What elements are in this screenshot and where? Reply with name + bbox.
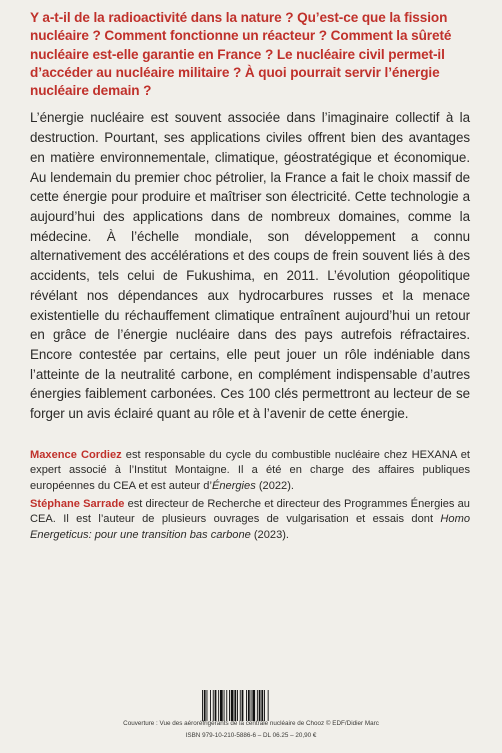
- barcode-bar: [248, 690, 250, 721]
- barcode-bar: [210, 690, 211, 721]
- barcode-bar: [242, 690, 244, 721]
- barcode-bar: [215, 690, 217, 721]
- barcode-bar: [268, 690, 269, 721]
- author-bio-sarrade: [30, 497, 470, 544]
- barcode-bar: [257, 690, 258, 721]
- isbn-price-line: ISBN 979-10-210-5886-6 – DL 06.25 – 20,90 €: [185, 732, 317, 739]
- summary-paragraph: L’énergie nucléaire est souvent associée dans l’imaginaire collectif à la destruction. Pourtant, ses applications civiles offrent bien des avantages en matière environnementale, climatique, géostratégique et économique. Au lendemain du premier choc pétrolier, la France a fait le choix massif de cette énergie pour produire et maîtriser son électricité. Cette technologie a aujourd’hui des applications dans de nombreux domaines, comme la médecine. À l’échelle mondiale, son développement a connu alternativement des accélérations et des coups de frein souvent liés à des accidents, tels celui de Fukushima, en 2011. L’évolution géopolitique révélant nos dépendances aux hydrocarbures russes et la menace existentielle du réchauffement climatique entraînent aujourd’hui un retour en grâce de l’énergie nucléaire dans des pays autrefois réfractaires. Encore contestée par certains, elle peut jouer un rôle indéniable dans l’atteinte de la neutralité carbone, en complément indispensable d’autres énergies faiblement carbonées. Ces 100 clés permettront au lecteur de se forger un avis éclairé quant au rôle et à l’avenir de cette énergie.: [30, 110, 470, 422]
- author-name: Stéphane Sarrade: [30, 497, 125, 510]
- barcode-bar: [231, 690, 234, 721]
- barcode-bar: [261, 690, 263, 721]
- barcode-bar: [207, 690, 208, 721]
- barcode-bar: [202, 690, 203, 721]
- barcode-bar: [252, 690, 255, 721]
- barcode-bar: [218, 690, 219, 721]
- author-bio-text: (2022).: [255, 479, 294, 492]
- barcode-bar: [224, 690, 225, 721]
- author-bio-text: est directeur de Recherche et directeur des Programmes Énergies au CEA. Il est l’auteur de plusieurs ouvrages de vulgarisation et essais dont: [30, 497, 470, 526]
- barcode-bar: [226, 690, 227, 721]
- author-bio-text: est responsable du cycle du combustible nucléaire chez HEXANA et expert associé à l’Institut Montaigne. Il a été en charge des affaires publiques européennes du CEA et est auteur d’: [30, 448, 470, 492]
- barcode-bar: [259, 690, 261, 721]
- barcode-bar: [251, 690, 252, 721]
- book-title: Énergies: [211, 479, 256, 492]
- barcode-bar: [246, 690, 247, 721]
- barcode-bar: [264, 690, 265, 721]
- cover-credit: Couverture : Vue des aéroréfrigérants de la centrale nucléaire de Chooz © EDF/Didier Marc: [123, 720, 379, 727]
- barcode-bar: [234, 690, 236, 721]
- barcode-bar: [229, 690, 230, 721]
- barcode-bar: [204, 690, 206, 721]
- barcode-bar: [213, 690, 214, 721]
- author-bio-text: (2023).: [250, 528, 290, 541]
- book-title: Homo Energeticus: pour une transition bas carbone: [30, 513, 470, 541]
- barcode-bar: [237, 690, 238, 721]
- lead-questions: Y a-t-il de la radioactivité dans la nature ? Qu’est-ce que la fission nucléaire ? Comment fonctionne un réacteur ? Comment la sûreté nucléaire est-elle garantie en France ? Le nucléaire civil permet-il d’accéder au nucléaire militaire ? À quoi pourrait servir l’énergie nucléaire demain ?: [30, 10, 452, 99]
- author-name: Maxence Cordiez: [30, 448, 122, 461]
- barcode-bar: [240, 690, 241, 721]
- author-bio-cordiez: [30, 448, 470, 495]
- back-cover: [30, 9, 470, 543]
- barcode-bar: [220, 690, 223, 721]
